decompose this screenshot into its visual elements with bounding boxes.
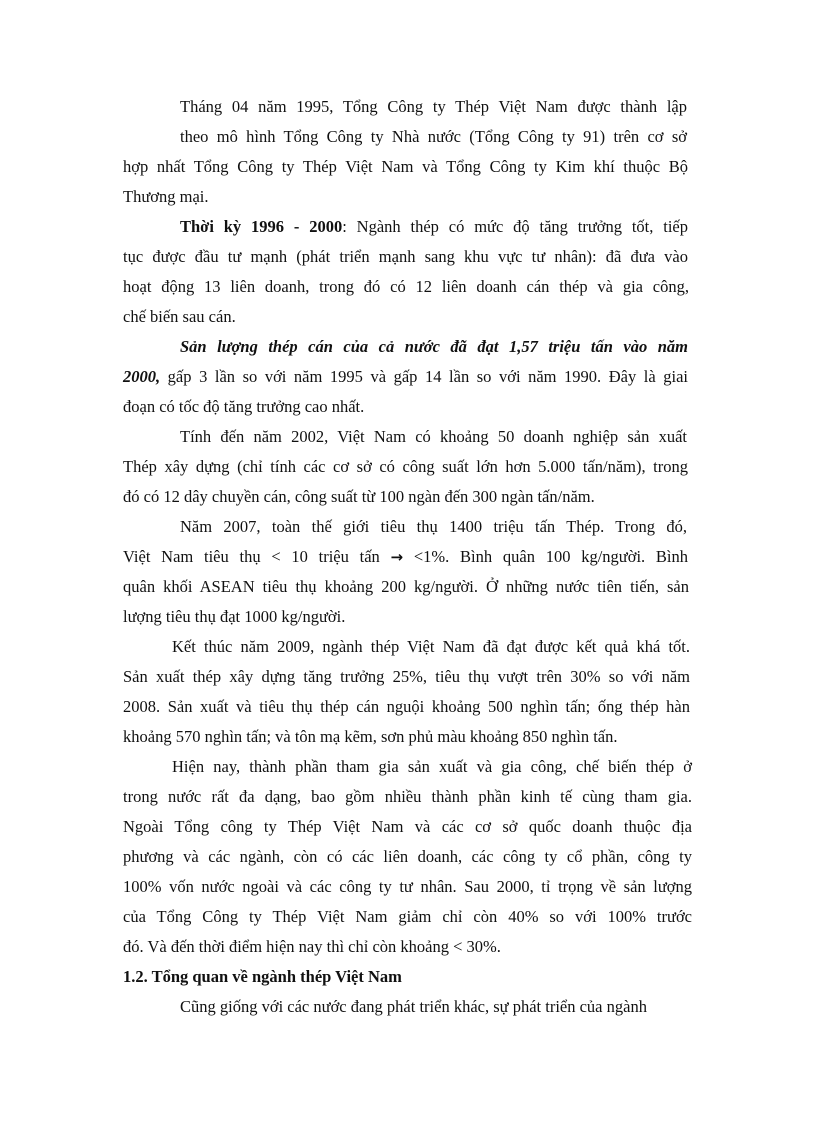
right-arrow-icon: → <box>390 548 404 566</box>
paragraph-6-line-1: Kết thúc năm 2009, ngành thép Việt Nam đã đạt được kết quả khá tốt. <box>172 637 690 656</box>
paragraph-5-line-3: quân khối ASEAN tiêu thụ khoảng 200 kg/người. Ở những nước tiên tiến, sản <box>123 577 689 596</box>
paragraph-4-line-1: Tính đến năm 2002, Việt Nam có khoảng 50 doanh nghiệp sản xuất <box>180 427 687 446</box>
paragraph-5-line-2-text-a: Việt Nam tiêu thụ < 10 triệu tấn <box>123 547 391 566</box>
paragraph-2-line-4: chế biến sau cán. <box>123 307 236 326</box>
paragraph-1-line-1: Tháng 04 năm 1995, Tổng Công ty Thép Việt Nam được thành lập <box>180 97 687 116</box>
paragraph-4-line-2: Thép xây dựng (chỉ tính các cơ sở có công suất lớn hơn 5.000 tấn/năm), trong <box>123 457 688 476</box>
paragraph-5-line-2 <box>123 547 688 567</box>
paragraph-5-line-1: Năm 2007, toàn thế giới tiêu thụ 1400 triệu tấn Thép. Trong đó, <box>180 517 687 536</box>
paragraph-2-line-2: tục được đầu tư mạnh (phát triển mạnh sang khu vực tư nhân): đã đưa vào <box>123 247 688 266</box>
period-label: Thời kỳ 1996 - 2000 <box>180 217 343 236</box>
paragraph-6-line-2: Sản xuất thép xây dựng tăng trưởng 25%, tiêu thụ vượt trên 30% so với năm <box>123 667 690 686</box>
paragraph-3-line-2-text: gấp 3 lần so với năm 1995 và gấp 14 lần so với năm 1990. Đây là giai <box>160 367 688 386</box>
paragraph-7-line-1: Hiện nay, thành phần tham gia sản xuất và gia công, chế biến thép ở <box>172 757 692 776</box>
paragraph-2-line-1-text: : Ngành thép có mức độ tăng trưởng tốt, tiếp <box>342 217 688 236</box>
paragraph-7-line-2: trong nước rất đa dạng, bao gồm nhiều thành phần kinh tế cùng tham gia. <box>123 787 692 806</box>
paragraph-3-line-3: đoạn có tốc độ tăng trưởng cao nhất. <box>123 397 365 416</box>
paragraph-7-line-4: phương và các ngành, còn có các liên doanh, các công ty cổ phần, công ty <box>123 847 692 866</box>
paragraph-7-line-7: đó. Và đến thời điểm hiện nay thì chỉ còn khoảng < 30%. <box>123 937 501 956</box>
paragraph-5-line-4: lượng tiêu thụ đạt 1000 kg/người. <box>123 607 346 626</box>
paragraph-8-line-1: Cũng giống với các nước đang phát triển khác, sự phát triển của ngành <box>180 997 647 1016</box>
paragraph-7-line-5: 100% vốn nước ngoài và các công ty tư nhân. Sau 2000, tỉ trọng về sản lượng <box>123 877 692 896</box>
paragraph-4-line-3: đó có 12 dây chuyền cán, công suất từ 100 ngàn đến 300 ngàn tấn/năm. <box>123 487 595 506</box>
paragraph-3-line-1: Sản lượng thép cán của cả nước đã đạt 1,57 triệu tấn vào năm <box>180 337 688 356</box>
paragraph-7-line-6: của Tổng Công ty Thép Việt Nam giảm chỉ còn 40% so với 100% trước <box>123 907 692 926</box>
paragraph-5-line-2-text-b: <1%. Bình quân 100 kg/người. Bình <box>403 547 688 566</box>
paragraph-6-line-3: 2008. Sản xuất và tiêu thụ thép cán nguội khoảng 500 nghìn tấn; ống thép hàn <box>123 697 690 716</box>
paragraph-1-line-3: hợp nhất Tổng Công ty Thép Việt Nam và Tổng Công ty Kim khí thuộc Bộ <box>123 157 688 176</box>
paragraph-1-line-2: theo mô hình Tổng Công ty Nhà nước (Tổng Công ty 91) trên cơ sở <box>180 127 687 146</box>
section-heading: 1.2. Tổng quan về ngành thép Việt Nam <box>123 967 402 986</box>
paragraph-2-line-1 <box>180 217 688 237</box>
paragraph-6-line-4: khoảng 570 nghìn tấn; và tôn mạ kẽm, sơn phủ màu khoảng 850 nghìn tấn. <box>123 727 618 746</box>
paragraph-7-line-3: Ngoài Tổng công ty Thép Việt Nam và các cơ sở quốc doanh thuộc địa <box>123 817 692 836</box>
year-emphasis: 2000, <box>123 367 161 386</box>
paragraph-3-line-2 <box>123 367 688 387</box>
paragraph-1-line-4: Thương mại. <box>123 187 209 206</box>
paragraph-2-line-3: hoạt động 13 liên doanh, trong đó có 12 liên doanh cán thép và gia công, <box>123 277 689 296</box>
